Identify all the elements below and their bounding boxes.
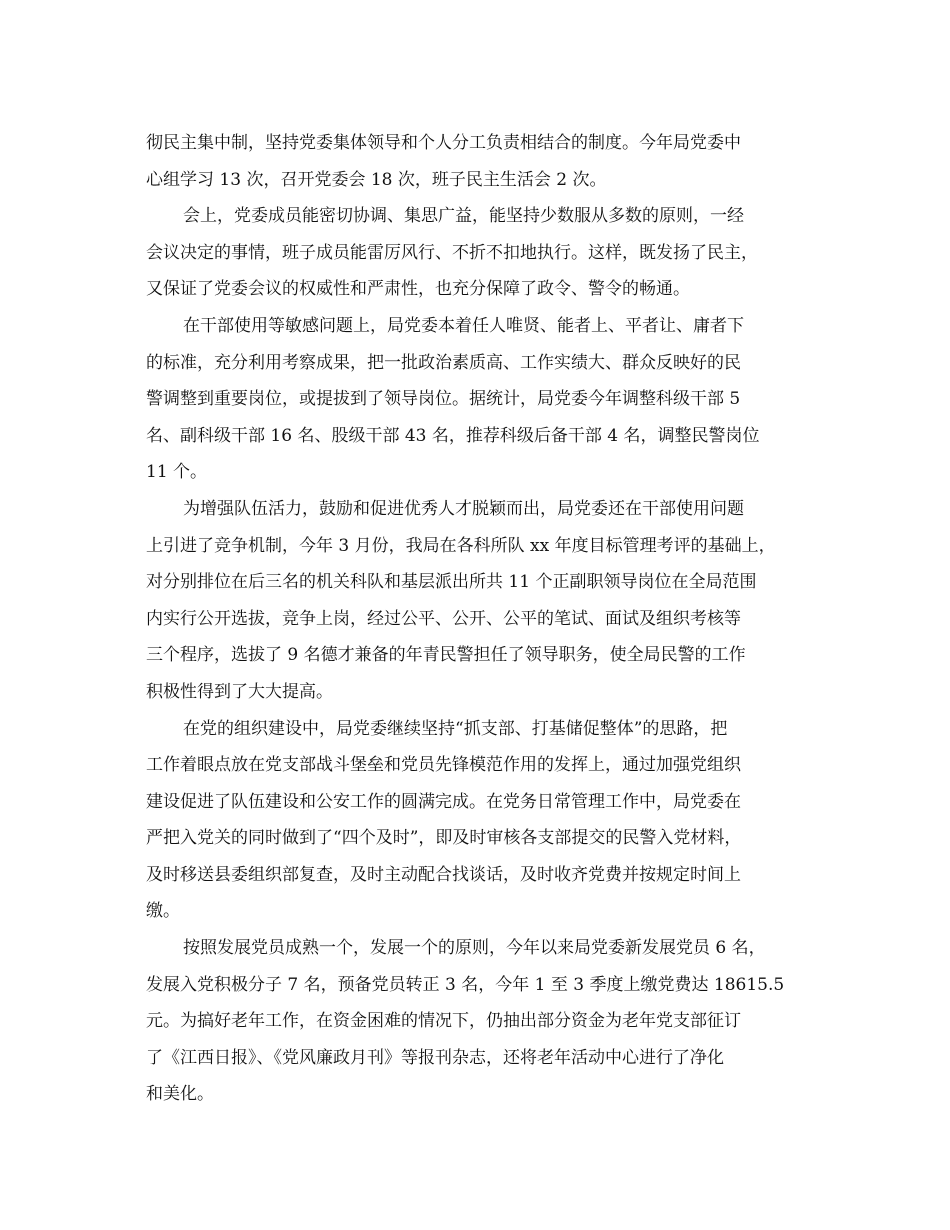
paragraph-first-line: 在干部使用等敏感问题上，局党委本着任人唯贤、能者上、平者让、庸者下 <box>183 315 744 336</box>
paragraph-first-line: 按照发展党员成熟一个，发展一个的原则，今年以来局党委新发展党员 6 名， <box>183 938 766 959</box>
text-line: 元。为搞好老年工作，在资金困难的情况下，仍抽出部分资金为老年党支部征订 <box>146 1011 741 1032</box>
paragraph-first-line: 为增强队伍活力，鼓励和促进优秀人才脱颖而出，局党委还在干部使用问题 <box>183 498 744 519</box>
text-line: 11 个。 <box>146 462 208 483</box>
text-line: 及时移送县委组织部复查，及时主动配合找谈话，及时收齐党费并按规定时间上 <box>146 864 741 885</box>
text-line: 警调整到重要岗位，或提拔到了领导岗位。据统计，局党委今年调整科级干部 5 <box>146 389 741 410</box>
text-line: 会议决定的事情，班子成员能雷厉风行、不折不扣地执行。这样，既发扬了民主， <box>146 242 758 263</box>
text-line: 的标准，充分利用考察成果，把一批政治素质高、工作实绩大、群众反映好的民 <box>146 352 741 373</box>
text-line: 积极性得到了大大提高。 <box>146 681 333 702</box>
text-line: 建设促进了队伍建设和公安工作的圆满完成。在党务日常管理工作中，局党委在 <box>146 791 741 812</box>
text-line: 彻民主集中制，坚持党委集体领导和个人分工负责相结合的制度。今年局党委中 <box>146 133 741 153</box>
text-line: 三个程序，选拔了 9 名德才兼备的年青民警担任了领导职务，使全局民警的工作 <box>146 645 746 666</box>
paragraph-first-line: 在党的组织建设中，局党委继续坚持“抓支部、打基储促整体”的思路，把 <box>183 718 728 739</box>
text-line: 又保证了党委会议的权威性和严肃性，也充分保障了政令、警令的畅通。 <box>146 279 690 300</box>
text-line: 对分别排位在后三名的机关科队和基层派出所共 11 个正副职领导岗位在全局范围 <box>146 572 757 593</box>
document-body <box>146 125 812 1113</box>
text-line: 缴。 <box>146 901 180 922</box>
text-line: 内实行公开选拔，竞争上岗，经过公平、公开、公平的笔试、面试及组织考核等 <box>146 608 741 629</box>
paragraph-first-line: 会上，党委成员能密切协调、集思广益，能坚持少数服从多数的原则，一经 <box>183 206 744 227</box>
text-line: 工作着眼点放在党支部战斗堡垒和党员先锋模范作用的发挥上，通过加强党组织 <box>146 755 741 776</box>
text-line: 心组学习 13 次，召开党委会 18 次，班子民主生活会 2 次。 <box>146 169 607 190</box>
text-line: 上引进了竞争机制，今年 3 月份，我局在各科所队 xx 年度目标管理考评的基础上， <box>146 535 776 556</box>
text-line: 名、副科级干部 16 名、股级干部 43 名，推荐科级后备干部 4 名，调整民警岗位 <box>146 425 760 446</box>
text-line: 和美化。 <box>146 1084 214 1105</box>
text-line: 严把入党关的同时做到了“四个及时”，即及时审核各支部提交的民警入党材料， <box>146 828 742 849</box>
text-line: 发展入党积极分子 7 名，预备党员转正 3 名，今年 1 至 3 季度上缴党费达 18615.5 <box>146 974 785 995</box>
text-line: 了《江西日报》、《党风廉政月刊》等报刊杂志，还将老年活动中心进行了净化 <box>146 1047 724 1068</box>
